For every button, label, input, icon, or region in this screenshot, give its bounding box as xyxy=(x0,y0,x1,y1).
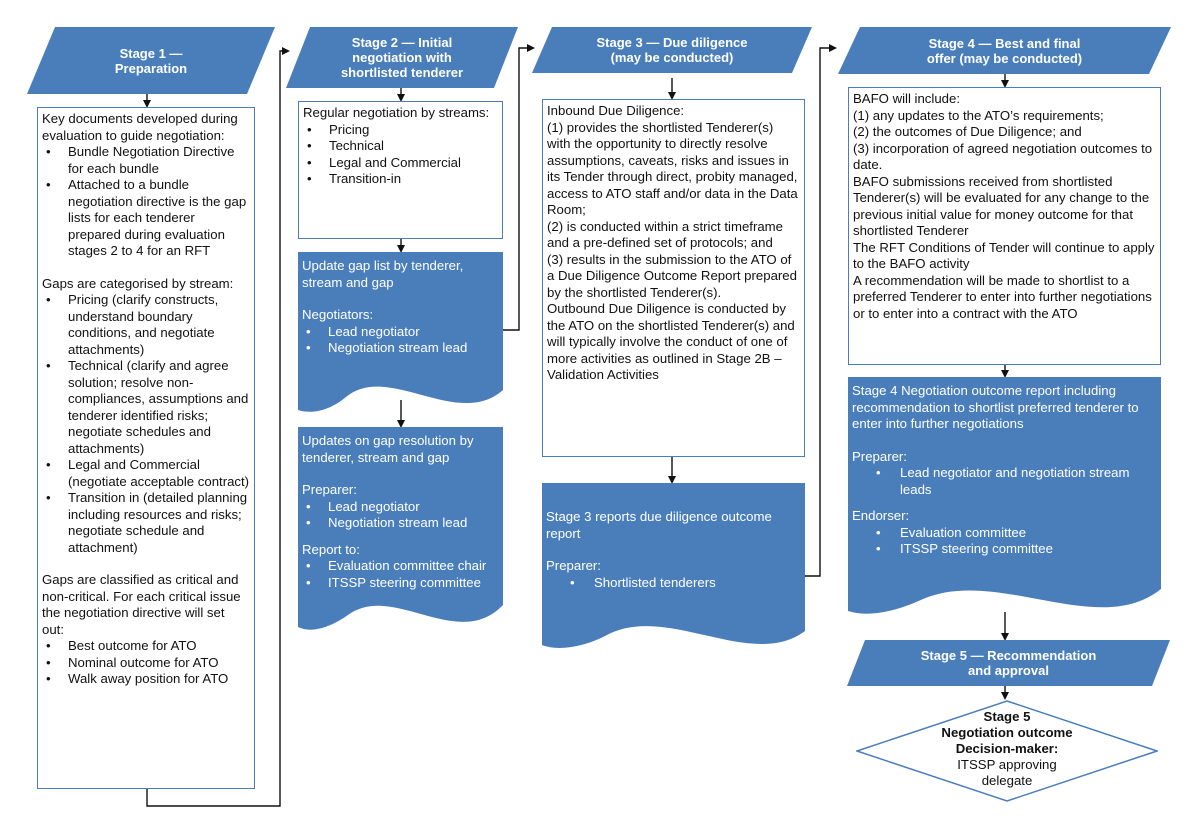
stage5-d-line2: Negotiation outcome xyxy=(941,725,1073,740)
stage3-report-title: Stage 3 reports due diligence outcome report xyxy=(546,509,772,541)
stage2-report-label: Report to: xyxy=(302,541,360,557)
stage1-outcome: • Walk away position for ATO xyxy=(42,671,250,688)
stage4-text-line: BAFO will include: xyxy=(853,91,961,106)
stage4-text-line: BAFO submissions received from shortlisted Tenderer(s) will be evaluated for any change to the previous initial value for money outcome for that shortlisted Tenderer xyxy=(853,173,1150,238)
stage2-update-title: Update gap list by tenderer, stream and gap xyxy=(302,258,464,290)
stage4-text-line: The RFT Conditions of Tender will continue to apply to the BAFO activity xyxy=(853,239,1155,271)
stage5-decision-diamond xyxy=(856,700,1158,802)
stage2-update-doc xyxy=(298,252,503,420)
stage2-negotiator: • Lead negotiator xyxy=(302,324,499,341)
stage3-box xyxy=(542,99,805,457)
stage3-preparer: • Shortlisted tenderers xyxy=(546,575,801,592)
stage4-report-title: Stage 4 Negotiation outcome report including recommendation to shortlist preferred tenderer to enter into further negotiations xyxy=(852,383,1139,431)
stage4-endorser-label: Endorser: xyxy=(852,508,910,523)
stage1-doc: • Bundle Negotiation Directive for each bundle xyxy=(42,144,250,177)
stage2-title-line2: negotiation with xyxy=(352,50,452,65)
stage3-title-line2: (may be conducted) xyxy=(610,50,734,65)
stage3-text-line: (3) results in the submission to the ATO of a Due Diligence Outcome Report prepared by the shortlisted Tenderer(s). xyxy=(547,251,797,300)
stage2-stream: • Transition-in xyxy=(303,171,498,188)
stage4-preparer-label: Preparer: xyxy=(852,448,907,464)
stage4-text-line: (1) any updates to the ATO’s requirements; xyxy=(853,107,1104,123)
stage3-text-line: Outbound Due Diligence is conducted by the ATO on the shortlisted Tenderer(s) and will typically involve the conduct of one of more activities as outlined in Stage 2B – Validation Activities xyxy=(547,301,795,382)
stage5-d-line4: ITSSP approving xyxy=(957,757,1057,772)
stage1-title-line1: Stage 1 — xyxy=(119,45,183,61)
stage5-d-line1: Stage 5 xyxy=(983,709,1031,724)
stage1-classify: Gaps are classified as critical and non-critical. For each critical issue the negotiation directive will set out: xyxy=(42,572,241,637)
stage4-title xyxy=(838,27,1171,74)
stage2-box xyxy=(298,101,503,239)
stage5-d-line5: delegate xyxy=(981,773,1033,788)
stage4-title-line1: Stage 4 — Best and final xyxy=(928,35,1081,51)
stage1-stream: • Pricing (clarify constructs, understand boundary conditions, and negotiate attachments) xyxy=(42,292,250,358)
stage4-preparer: • Lead negotiator and negotiation stream leads xyxy=(852,465,1157,498)
stage1-stream: • Technical (clarify and agree solution; resolve non-compliances, assumptions and tenderer identified risks; negotiate schedules and attachments) xyxy=(42,358,250,457)
stage2-report-to: • ITSSP steering committee xyxy=(302,575,499,592)
stage1-outcome: • Nominal outcome for ATO xyxy=(42,655,250,672)
stage5-title-line1: Stage 5 — Recommendation xyxy=(920,648,1097,663)
stage1-intro: Key documents developed during evaluation to guide negotiation: xyxy=(42,111,238,143)
stage3-text-line: Inbound Due Diligence: xyxy=(547,103,685,118)
stage2-negotiators-label: Negotiators: xyxy=(302,307,374,322)
stage2-stream: • Pricing xyxy=(303,122,498,139)
stage4-title-line2: offer (may be conducted) xyxy=(926,50,1083,66)
stage5-title-line2: and approval xyxy=(968,663,1049,678)
arrow-s3-to-s4 xyxy=(805,48,835,576)
stage4-endorser: • Evaluation committee xyxy=(852,525,1157,542)
stage4-text-line: A recommendation will be made to shortlist to a preferred Tenderer to enter into further negotiations or to enter into a contract with the ATO xyxy=(853,272,1152,321)
stage2-preparer: • Lead negotiator xyxy=(302,499,499,516)
stage4-report-doc xyxy=(848,377,1161,627)
stage3-text-line: (1) provides the shortlisted Tenderer(s) with the opportunity to directly resolve assumptions, caveats, risks and issues in its Tender through direct, probity managed, access to ATO staff and/or data in the Data Room; xyxy=(547,119,798,217)
stage1-title xyxy=(27,27,275,94)
stage4-endorser: • ITSSP steering committee xyxy=(852,541,1157,558)
stage3-preparer-label: Preparer: xyxy=(546,558,601,573)
stage1-title-line2: Preparation xyxy=(114,60,188,76)
arrow-s2-to-s3 xyxy=(503,48,533,330)
stage2-title xyxy=(286,27,518,88)
stage4-box xyxy=(848,87,1161,365)
stage2-stream: • Technical xyxy=(303,138,498,155)
stage1-stream: • Transition in (detailed planning including resources and risks; negotiate schedule and attachment) xyxy=(42,490,250,556)
stage3-report-doc xyxy=(542,483,805,659)
stage2-resolution-doc xyxy=(298,427,503,642)
stage1-gaps-intro: Gaps are categorised by stream: xyxy=(42,275,234,291)
stage4-text-line: (2) the outcomes of Due Diligence; and xyxy=(853,124,1082,139)
stage1-stream: • Legal and Commercial (negotiate acceptable contract) xyxy=(42,457,250,490)
stage2-title-line1: Stage 2 — Initial xyxy=(351,35,453,50)
stage2-preparer-label: Preparer: xyxy=(302,482,357,497)
stage1-box xyxy=(37,107,255,789)
stage3-title xyxy=(532,27,812,73)
stage5-d-line3: Decision-maker: xyxy=(955,741,1059,756)
stage2-negotiator: • Negotiation stream lead xyxy=(302,340,499,357)
stage2-res-title: Updates on gap resolution by tenderer, stream and gap xyxy=(302,433,474,465)
stage1-doc: • Attached to a bundle negotiation directive is the gap lists for each tenderer prepared during evaluation stages 2 to 4 for an RFT xyxy=(42,177,250,260)
stage5-title xyxy=(847,640,1170,686)
stage3-title-line1: Stage 3 — Due diligence xyxy=(596,35,748,50)
stage4-text-line: (3) incorporation of agreed negotiation outcomes to date. xyxy=(853,140,1153,172)
stage3-text-line: (2) is conducted within a strict timeframe and a pre-defined set of protocols; and xyxy=(547,218,783,250)
stage2-title-line3: shortlisted tenderer xyxy=(340,65,464,80)
stage2-stream: • Legal and Commercial xyxy=(303,155,498,172)
stage2-preparer: • Negotiation stream lead xyxy=(302,515,499,532)
stage2-regular: Regular negotiation by streams: xyxy=(303,105,490,120)
stage1-outcome: • Best outcome for ATO xyxy=(42,638,250,655)
stage2-report-to: • Evaluation committee chair xyxy=(302,558,499,575)
